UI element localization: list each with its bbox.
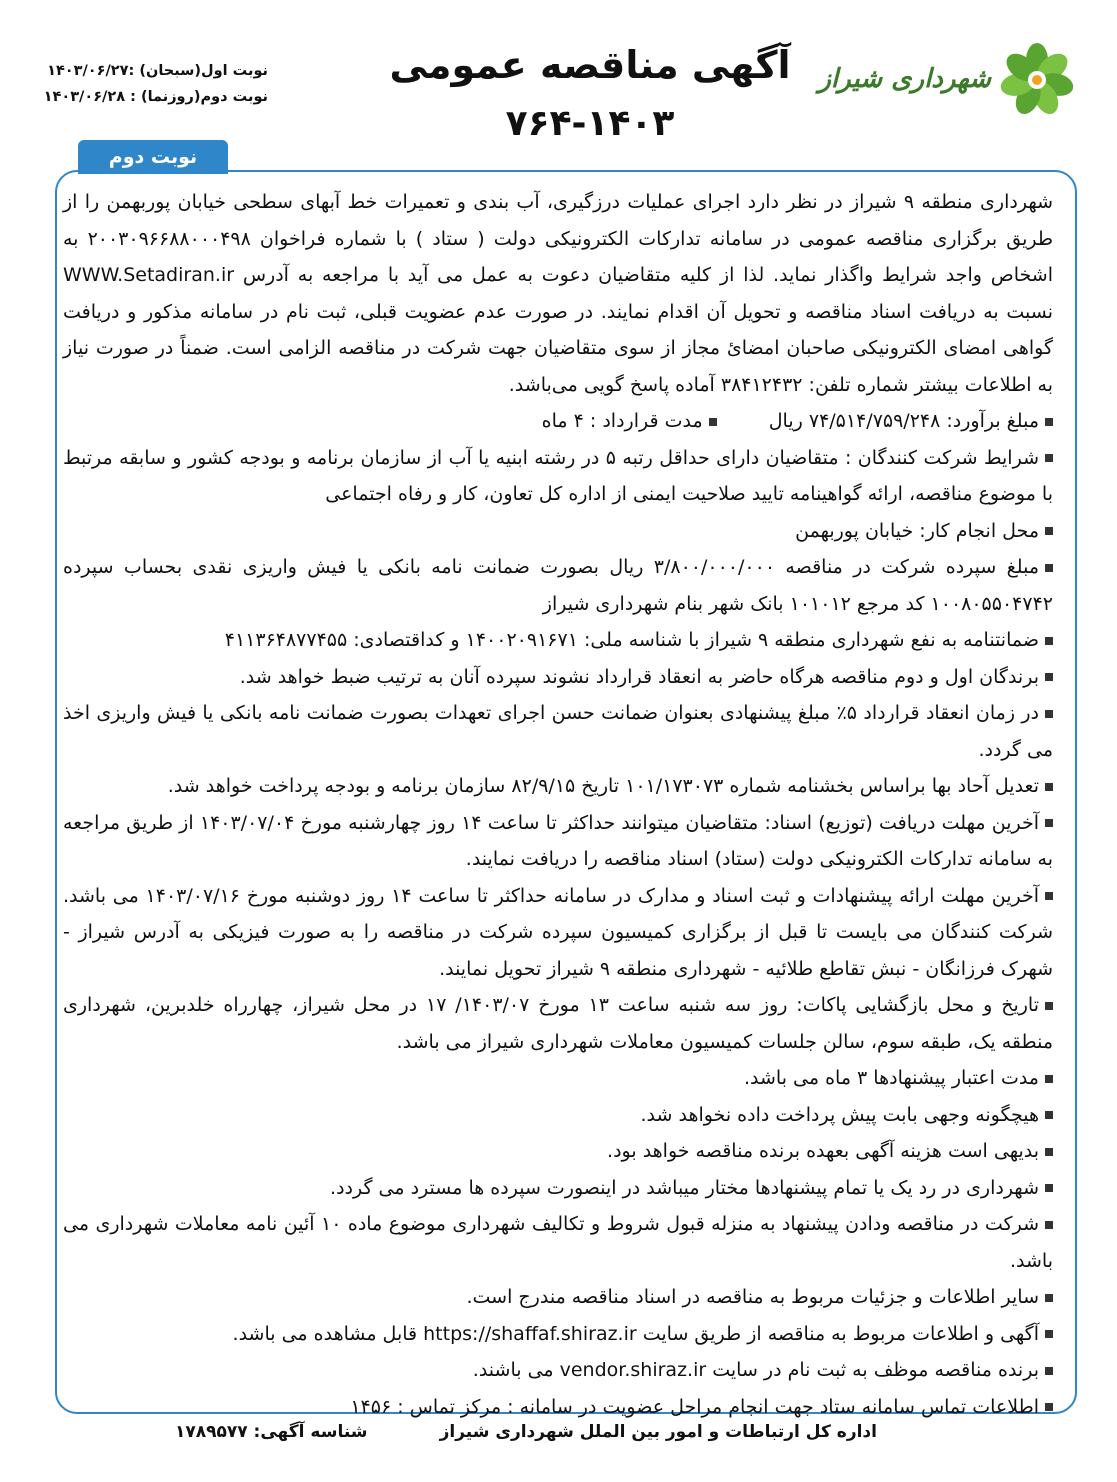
list-item: تاریخ و محل بازگشایی پاکات: روز سه شنبه ساعت ۱۳ مورخ ۱۴۰۳/۰۷/ ۱۷ در محل شیراز، چهارراه خلدبرین، شهرداری منطقه یک، طبقه سوم، سالن جلسات کمیسیون معاملات شهرداری شیراز می باشد. [63,994,1053,1053]
bullet-icon [1045,1148,1053,1156]
bullet-icon [1045,783,1053,791]
list-item: مبلغ سپرده شرکت در مناقصه ۳/۸۰۰/۰۰۰/۰۰۰ ریال بصورت ضمانت نامه بانکی یا فیش واریزی نقدی بحساب سپرده ۱۰۰۸۰۵۵۰۴۷۴۲ کد مرجع ۱۰۱۰۱۲ بانک شهر بنام شهرداری شیراز [63,556,1053,615]
title-block [350,40,830,146]
bullet-icon [1045,1002,1053,1010]
intro-paragraph: شهرداری منطقه ۹ شیراز در نظر دارد اجرای عملیات درزگیری، آب بندی و تعمیرات خط آبهای سطحی خیابان پوربهمن را از طریق برگزاری مناقصه عمومی در سامانه تدارکات الکترونیکی دولت ( ستاد ) با شماره فراخوان ۲۰۰۳۰۹۶۶۸۸۰۰۰۴۹۸ به اشخاص واجد شرایط واگذار نماید. لذا از کلیه متقاضیان دعوت به عمل می آید با مراجعه به آدرس WWW.Setadiran.ir نسبت به دریافت اسناد مناقصه و تحویل آن اقدام نمایند. در صورت عدم عضویت قبلی، ثبت نام در سامانه مذکور و دریافت گواهی امضای الکترونیکی صاحبان امضائ مجاز از سوی متقاضیان جهت شرکت در مناقصه الزامی است. ضمناً در صورت نیاز به اطلاعات بیشتر شماره تلفن: ۳۸۴۱۲۴۳۲ آماده پاسخ گویی می‌باشد. [63,191,1053,396]
bullet-icon [1045,1367,1053,1375]
bullet-icon [1045,892,1053,900]
ad-id: شناسه آگهی: ۱۷۸۹۵۷۷ [175,1422,368,1442]
list-item: بدیهی است هزینه آگهی بعهده برنده مناقصه خواهد بود. [63,1133,1053,1170]
list-item: آخرین مهلت ارائه پیشنهادات و ثبت اسناد و مدارک در سامانه حداکثر تا ساعت ۱۴ روز دوشنبه مورخ ۱۴۰۳/۰۷/۱۶ می باشد. شرکت کنندگان می بایست تا قبل از برگزاری کمیسیون سپرده شرکت در مناقصه را به صورت فیزیکی به آدرس شیراز - شهرک فرزانگان - نبش تقاطع طلائیه - شهرداری منطقه ۹ شیراز تحویل نمایند. [63,884,1053,980]
estimate-line [63,403,1053,440]
bullet-icon [1045,1184,1053,1192]
estimate-label: مبلغ برآورد: [946,410,1039,432]
duration-value: ۴ ماه [541,410,584,432]
list-item: برندگان اول و دوم مناقصه هرگاه حاضر به انعقاد قرارداد نشوند سپرده آنان به ترتیب ضبط خواهد شد. [63,659,1053,696]
list-item: محل انجام کار: خیابان پوربهمن [63,513,1053,550]
list-item: هیچگونه وجهی بابت پیش پرداخت داده نخواهد شد. [63,1097,1053,1134]
list-item: برنده مناقصه موظف به ثبت نام در سایت vendor.shiraz.ir می باشند. [63,1352,1053,1389]
bullet-icon [1045,454,1053,462]
shiraz-flower-logo-icon [997,40,1077,120]
bullet-icon [1045,637,1053,645]
header [0,0,1117,150]
notice-box [55,170,1077,1418]
first-round-date: نوبت اول(سبحان) :۱۴۰۳/۰۶/۲۷ [47,63,268,79]
duration-label: مدت قرارداد : [589,410,703,432]
logo-text: شهرداری شیراز [818,64,991,94]
round-badge: نوبت دوم [78,140,228,174]
bullet-icon [1045,1221,1053,1229]
bullet-icon [709,418,717,426]
bullet-icon [1045,1330,1053,1338]
bullet-icon [1045,418,1053,426]
footer [0,1412,1117,1472]
footer-department: اداره کل ارتباطات و امور بین الملل شهرداری شیراز [439,1422,877,1442]
bullet-icon [1045,1075,1053,1083]
bullet-icon [1045,527,1053,535]
list-item: شرکت در مناقصه ودادن پیشنهاد به منزله قبول شروط و تکالیف شهرداری موضوع ماده ۱۰ آئین نامه معاملات شهرداری می باشد. [63,1213,1053,1272]
logo [818,40,1077,130]
list-item: شرایط شرکت کنندگان : متقاضیان دارای حداقل رتبه ۵ در رشته ابنیه یا آب از سازمان برنامه و بودجه کشور و سابقه مرتبط با موضوع مناقصه، ارائه گواهینامه تایید صلاحیت ایمنی از اداره کل تعاون، کار و رفاه اجتماعی [63,446,1053,505]
list-item: مدت اعتبار پیشنهادها ۳ ماه می باشد. [63,1060,1053,1097]
bullet-icon [1045,1111,1053,1119]
list-item: شهرداری در رد یک یا تمام پیشنهادها مختار میباشد در اینصورت سپرده ها مسترد می گردد. [63,1170,1053,1207]
list-item: سایر اطلاعات و جزئیات مربوط به مناقصه در اسناد مناقصه مندرج است. [63,1279,1053,1316]
notice-body [63,184,1053,1425]
second-round-date: نوبت دوم(روزنما) : ۱۴۰۳/۰۶/۲۸ [43,89,268,105]
list-item: تعدیل آحاد بها براساس بخشنامه شماره ۱۰۱/۱۷۳۰۷۳ تاریخ ۸۲/۹/۱۵ سازمان برنامه و بودجه پرداخت خواهد شد. [63,768,1053,805]
publication-dates [28,58,268,110]
list-item: ضمانتنامه به نفع شهرداری منطقه ۹ شیراز با شناسه ملی: ۱۴۰۰۲۰۹۱۶۷۱ و کداقتصادی: ۴۱۱۳۶۴۸۷۷۴۵۵ [63,622,1053,659]
list-item: آخرین مهلت دریافت (توزیع) اسناد: متقاضیان میتوانند حداکثر تا ساعت ۱۴ روز چهارشنبه مورخ ۱۴۰۳/۰۷/۰۴ از طریق مراجعه به سامانه تدارکات الکترونیکی دولت (ستاد) اسناد مناقصه را دریافت نمایند. [63,811,1053,870]
estimate-value: ۷۴/۵۱۴/۷۵۹/۲۴۸ ریال [768,410,941,432]
bullet-icon [1045,1403,1053,1411]
list-item: اطلاعات تماس سامانه ستاد جهت انجام مراحل عضویت در سامانه : مرکز تماس : ۱۴۵۶ [63,1389,1053,1426]
list-item: در زمان انعقاد قرارداد ۵٪ مبلغ پیشنهادی بعنوان ضمانت حسن اجرای تعهدات بصورت ضمانت نامه بانکی یا فیش واریزی اخذ می گردد. [63,702,1053,761]
bullet-icon [1045,710,1053,718]
bullet-icon [1045,819,1053,827]
tender-number: ۷۶۴-۱۴۰۳ [505,103,675,144]
bullet-icon [1045,1294,1053,1302]
list-item: آگهی و اطلاعات مربوط به مناقصه از طریق سایت https://shaffaf.shiraz.ir قابل مشاهده می باشد. [63,1316,1053,1353]
page-title: آگهی مناقصه عمومی [389,43,791,87]
bullet-icon [1045,564,1053,572]
bullet-icon [1045,673,1053,681]
